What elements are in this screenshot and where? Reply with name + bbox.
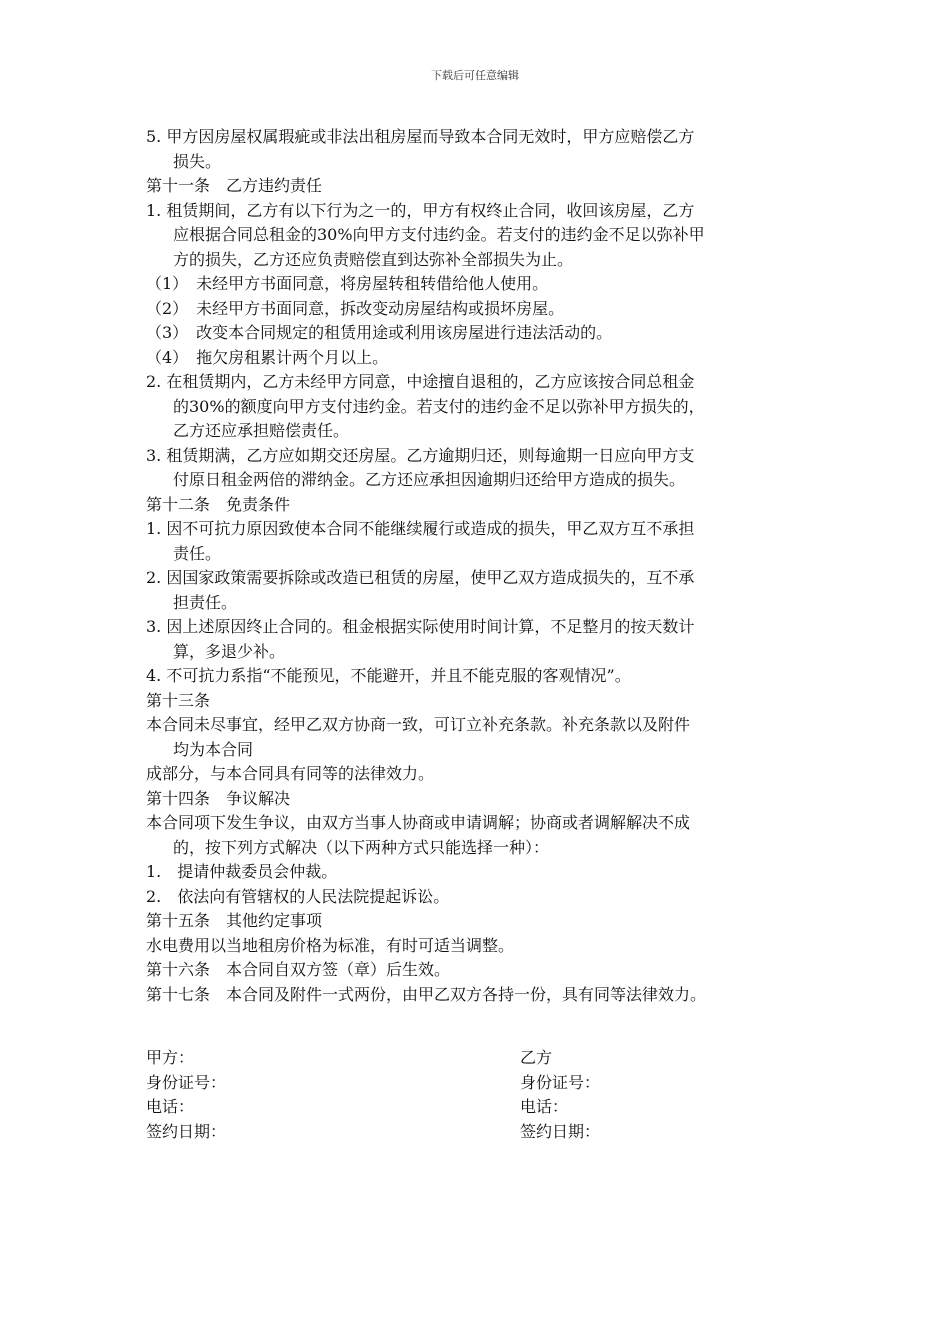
text-line: 第十七条 本合同及附件一式两份，由甲乙双方各持一份，具有同等法律效力。 [146, 984, 707, 1004]
text-line: 2. 因国家政策需要拆除或改造已租赁的房屋，使甲乙双方造成损失的，互不承 [146, 568, 695, 587]
signature-block [146, 1046, 806, 1144]
text-line: 2. 依法向有管辖权的人民法院提起诉讼。 [146, 886, 450, 906]
text-line: 本合同项下发生争议，由双方当事人协商或申请调解；协商或者调解解决不成 [146, 813, 691, 832]
party-a-label: 甲方： [146, 1048, 195, 1067]
text-line: 3. 因上述原因终止合同的。租金根据实际使用时间计算，不足整月的按天数计 [146, 617, 695, 636]
text-line: 付原日租金两倍的滞纳金。乙方还应承担因逾期归还给甲方造成的损失。 [173, 470, 686, 489]
text-line: 的，按下列方式解决（以下两种方式只能选择一种）： [173, 837, 550, 857]
text-line: （2） 未经甲方书面同意，拆改变动房屋结构或损坏房屋。 [146, 298, 565, 318]
party-a-date-label: 签约日期： [146, 1121, 227, 1141]
text-line: （3） 改变本合同规定的租赁用途或利用该房屋进行违法活动的。 [146, 323, 613, 342]
text-line: 本合同未尽事宜，经甲乙双方协商一致，可订立补充条款。补充条款以及附件 [146, 715, 691, 734]
text-line: 第十四条 争议解决 [146, 788, 291, 808]
text-line: 第十二条 免责条件 [146, 494, 291, 514]
text-line: 均为本合同 [173, 739, 254, 759]
text-line: 担责任。 [173, 592, 238, 612]
text-line: 1. 提请仲裁委员会仲裁。 [146, 862, 338, 881]
text-line: 第十一条 乙方违约责任 [146, 176, 323, 195]
text-line: 责任。 [173, 543, 222, 563]
text-line: 4. 不可抗力系指“不能预见，不能避开，并且不能克服的客观情况”。 [146, 666, 631, 685]
party-b-label: 乙方 [520, 1048, 553, 1067]
text-line: 成部分，与本合同具有同等的法律效力。 [146, 764, 435, 783]
text-line: 1. 因不可抗力原因致使本合同不能继续履行或造成的损失，甲乙双方互不承担 [146, 519, 695, 538]
text-line: 的30%的额度向甲方支付违约金。若支付的违约金不足以弥补甲方损失的， [173, 396, 705, 416]
text-line: 1. 租赁期间，乙方有以下行为之一的，甲方有权终止合同，收回该房屋，乙方 [146, 200, 695, 220]
text-line: 3. 租赁期满，乙方应如期交还房屋。乙方逾期归还，则每逾期一日应向甲方支 [146, 445, 695, 465]
party-a-phone-label: 电话： [146, 1097, 195, 1116]
text-line: 第十三条 [146, 690, 211, 710]
party-b-phone-label: 电话： [520, 1097, 569, 1116]
party-b-date-label: 签约日期： [520, 1121, 601, 1141]
signature-row-date [146, 1120, 806, 1145]
text-line: 第十六条 本合同自双方签（章）后生效。 [146, 960, 451, 979]
text-line: 算，多退少补。 [173, 641, 286, 661]
text-line: 5. 甲方因房屋权属瑕疵或非法出租房屋而导致本合同无效时，甲方应赔偿乙方 [146, 127, 695, 146]
text-line: 乙方还应承担赔偿责任。 [173, 421, 350, 440]
text-line: 第十五条 其他约定事项 [146, 911, 323, 930]
text-line: 方的损失，乙方还应负责赔偿直到达弥补全部损失为止。 [173, 249, 574, 269]
party-a-id-label: 身份证号： [146, 1072, 227, 1092]
signature-row-id [146, 1071, 806, 1096]
text-line: 损失。 [173, 151, 222, 171]
text-line: （1） 未经甲方书面同意，将房屋转租转借给他人使用。 [146, 274, 549, 293]
signature-row-phone [146, 1095, 806, 1120]
text-line: （4） 拖欠房租累计两个月以上。 [146, 347, 389, 367]
page-header: 下载后可任意编辑 [431, 69, 519, 82]
party-b-id-label: 身份证号： [520, 1072, 601, 1092]
signature-row-party [146, 1046, 806, 1071]
contract-body [146, 125, 806, 1007]
text-line: 应根据合同总租金的30%向甲方支付违约金。若支付的违约金不足以弥补甲 [173, 225, 705, 244]
text-line: 2. 在租赁期内，乙方未经甲方同意，中途擅自退租的，乙方应该按合同总租金 [146, 372, 695, 391]
text-line: 水电费用以当地租房价格为标准，有时可适当调整。 [146, 935, 515, 955]
